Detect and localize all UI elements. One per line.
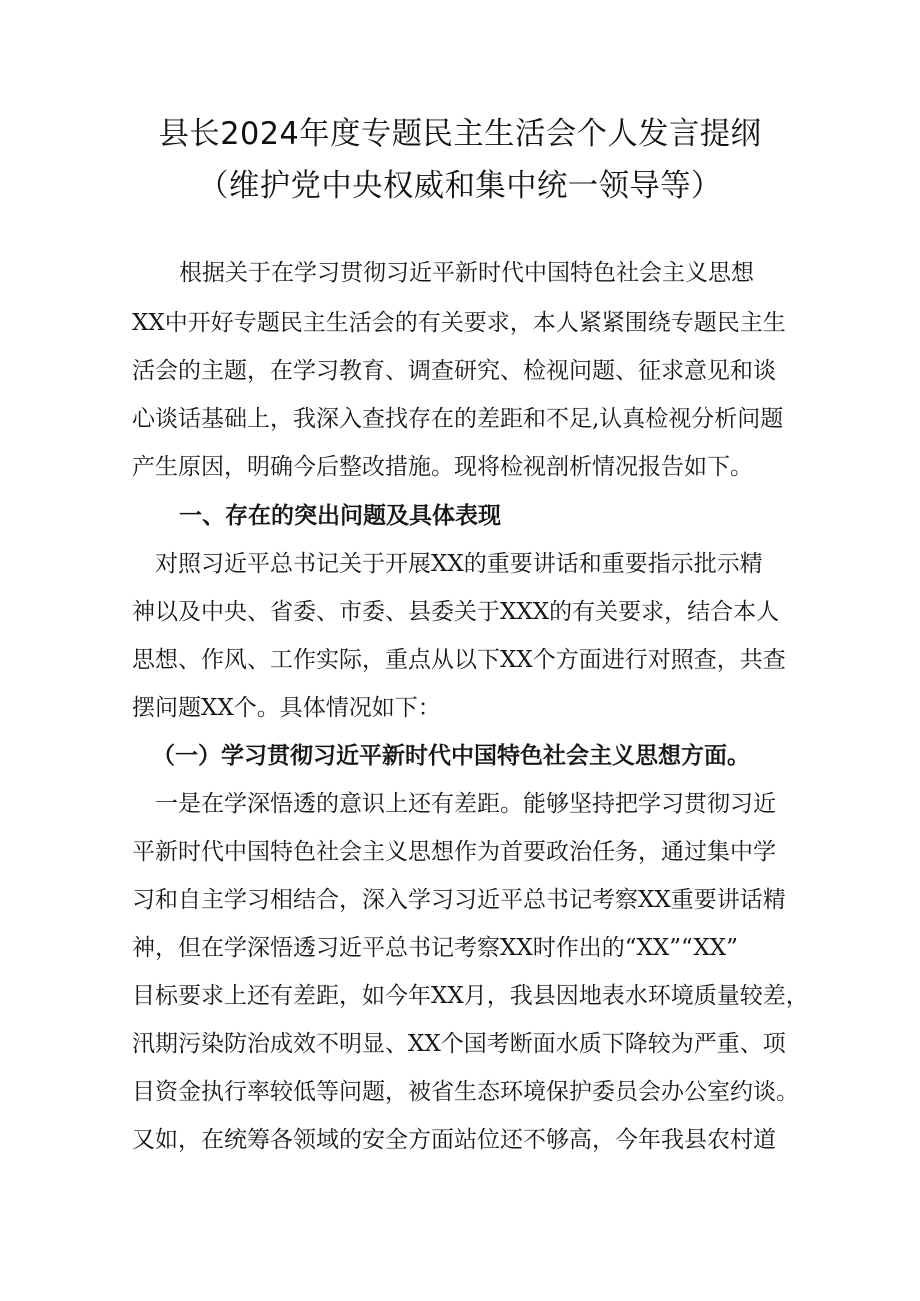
section-paragraph-line: 神以及中央、省委、市委、县委关于XXX的有关要求，结合本人 [132,599,780,625]
point-paragraph-line: 神，但在学深悟透习近平总书记考察XX时作出的“XX”“XX” [132,935,738,961]
subsection-heading: （一）学习贯彻习近平新时代中国特色社会主义思想方面。 [152,742,750,769]
section-heading: 一、存在的突出问题及具体表现 [179,502,501,529]
intro-line: 心谈话基础上，我深入查找存在的差距和不足,认真检视分析问题 [132,406,784,432]
point-paragraph-line: 汛期污染防治成效不明显、XX个国考断面水质下降较为严重、项 [132,1031,786,1057]
intro-line: 根据关于在学习贯彻习近平新时代中国特色社会主义思想 [179,260,754,286]
intro-line: XX中开好专题民主生活会的有关要求，本人紧紧围绕专题民主生 [132,310,786,336]
point-paragraph-line: 目标要求上还有差距，如今年XX月，我县因地表水环境质量较差， [132,983,809,1009]
document-subtitle: （维护党中央权威和集中统一领导等） [198,168,722,204]
section-paragraph-line: 对照习近平总书记关于开展XX的重要讲话和重要指示批示精 [155,551,763,577]
point-paragraph-line: 又如，在统筹各领域的安全方面站位还不够高，今年我县农村道 [132,1127,776,1153]
point-paragraph-line: 目资金执行率较低等问题，被省生态环境保护委员会办公室约谈。 [132,1079,799,1105]
point-paragraph-line: 习和自主学习相结合，深入学习习近平总书记考察XX重要讲话精 [132,887,786,913]
intro-line: 活会的主题，在学习教育、调查研究、检视问题、征求意见和谈 [132,358,776,384]
section-paragraph-line: 思想、作风、工作实际，重点从以下XX个方面进行对照查，共查 [132,647,786,673]
document-title: 县长2024年度专题民主生活会个人发言提纲 [158,116,762,152]
point-paragraph-line: 平新时代中国特色社会主义思想作为首要政治任务，通过集中学 [132,839,776,865]
point-paragraph-line: 一是在学深悟透的意识上还有差距。能够坚持把学习贯彻习近 [155,791,776,817]
intro-line: 产生原因，明确今后整改措施。现将检视剖析情况报告如下。 [132,454,753,480]
section-paragraph-line: 摆问题XX个。具体情况如下： [132,695,441,721]
